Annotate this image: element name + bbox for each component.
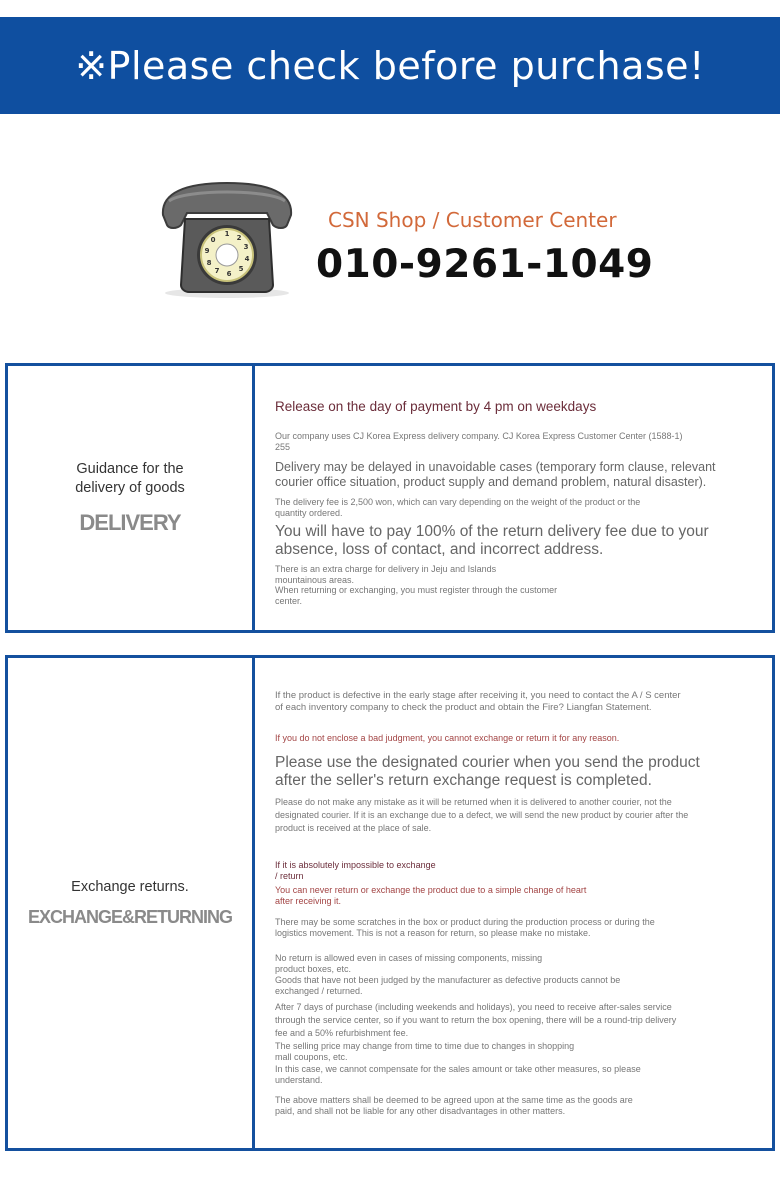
register-text: When returning or exchanging, you must register through the customer center.	[275, 585, 558, 606]
svg-text:5: 5	[238, 265, 244, 273]
section-divider	[252, 366, 255, 630]
defect-text: If the product is defective in the early stage after receiving it, you need to contact the A / S center of each inventory company to check the product and obtain the Fire? Liangfan Statement.	[275, 690, 681, 713]
reference-mark-icon: ※	[75, 43, 108, 88]
jeju-charge-text: There is an extra charge for delivery in Jeju and Islands mountainous areas.	[275, 564, 497, 585]
delivery-label-cell	[8, 366, 252, 630]
telephone-icon	[155, 175, 300, 300]
scratch-text: There may be some scratches in the box or product during the production process or during the logistics movement. This is not a reason for return, so please make no mistake.	[275, 917, 655, 938]
phone-number[interactable]: 010-9261-1049	[316, 242, 654, 287]
contact-block	[0, 170, 780, 300]
svg-text:2: 2	[236, 234, 242, 242]
exchange-section	[5, 655, 775, 1151]
svg-text:0: 0	[210, 236, 216, 244]
svg-text:6: 6	[226, 270, 232, 278]
delivery-company-text: Our company uses CJ Korea Express delivery company. CJ Korea Express Customer Center (1588-1) 255	[275, 431, 683, 452]
section-divider	[252, 658, 255, 1148]
change-of-heart-warning: You can never return or exchange the product due to a simple change of heart after receiving it.	[275, 885, 587, 906]
after-7-days-text: After 7 days of purchase (including weekends and holidays), you need to receive after-sales service through the service center, so if you want to return the box opening, there will be a round-trip delivery fee and a 50% refurbishment fee.	[275, 1002, 677, 1038]
mistake-text: Please do not make any mistake as it will be returned when it is delivered to another courier, not the designated courier. If it is an exchange due to a defect, we will send the new product by courier after the product is received at the place of sale.	[275, 797, 689, 833]
delay-notice: Delivery may be delayed in unavoidable cases (temporary form clause, relevant courier office situation, product supply and demand problem, natural disaster).	[275, 460, 716, 489]
banner-title	[75, 43, 705, 88]
delivery-section	[5, 363, 775, 633]
svg-text:4: 4	[244, 255, 250, 263]
svg-text:3: 3	[243, 243, 249, 251]
return-fee-notice: You will have to pay 100% of the return delivery fee due to your absence, loss of contact, and incorrect address.	[275, 523, 709, 558]
impossible-heading: If it is absolutely impossible to exchange / return	[275, 860, 436, 881]
price-change-text: The selling price may change from time to time due to changes in shopping mall coupons, etc.	[275, 1041, 575, 1062]
banner-title-text: Please check before purchase!	[107, 43, 705, 88]
courier-notice: Please use the designated courier when you send the product after the seller's return exchange request is completed.	[275, 754, 700, 789]
exchange-label-cell	[8, 658, 252, 1148]
svg-text:8: 8	[206, 259, 212, 267]
delivery-fee-text: The delivery fee is 2,500 won, which can vary depending on the weight of the product or the quantity ordered.	[275, 497, 641, 518]
header-banner	[0, 17, 780, 114]
agreed-text: The above matters shall be deemed to be agreed upon at the same time as the goods are paid, and shall not be liable for any other disadvantages in other matters.	[275, 1095, 633, 1116]
shop-label: CSN Shop / Customer Center	[328, 208, 617, 232]
exchange-subtitle: Exchange returns.	[71, 879, 189, 895]
svg-text:1: 1	[224, 230, 230, 238]
exchange-title: EXCHANGE&RETURNING	[27, 907, 232, 927]
compensate-text: In this case, we cannot compensate for the sales amount or take other measures, so please understand.	[275, 1064, 641, 1085]
svg-text:9: 9	[204, 247, 210, 255]
judged-text: Goods that have not been judged by the manufacturer as defective products cannot be exchanged / returned.	[275, 975, 621, 996]
enclose-warning: If you do not enclose a bad judgment, you cannot exchange or return it for any reason.	[275, 733, 620, 743]
svg-text:7: 7	[214, 267, 220, 275]
missing-text: No return is allowed even in cases of missing components, missing product boxes, etc.	[275, 953, 543, 974]
delivery-subtitle: Guidance for the delivery of goods	[75, 461, 185, 496]
delivery-title: DELIVERY	[79, 510, 181, 535]
release-heading: Release on the day of payment by 4 pm on weekdays	[275, 399, 597, 414]
